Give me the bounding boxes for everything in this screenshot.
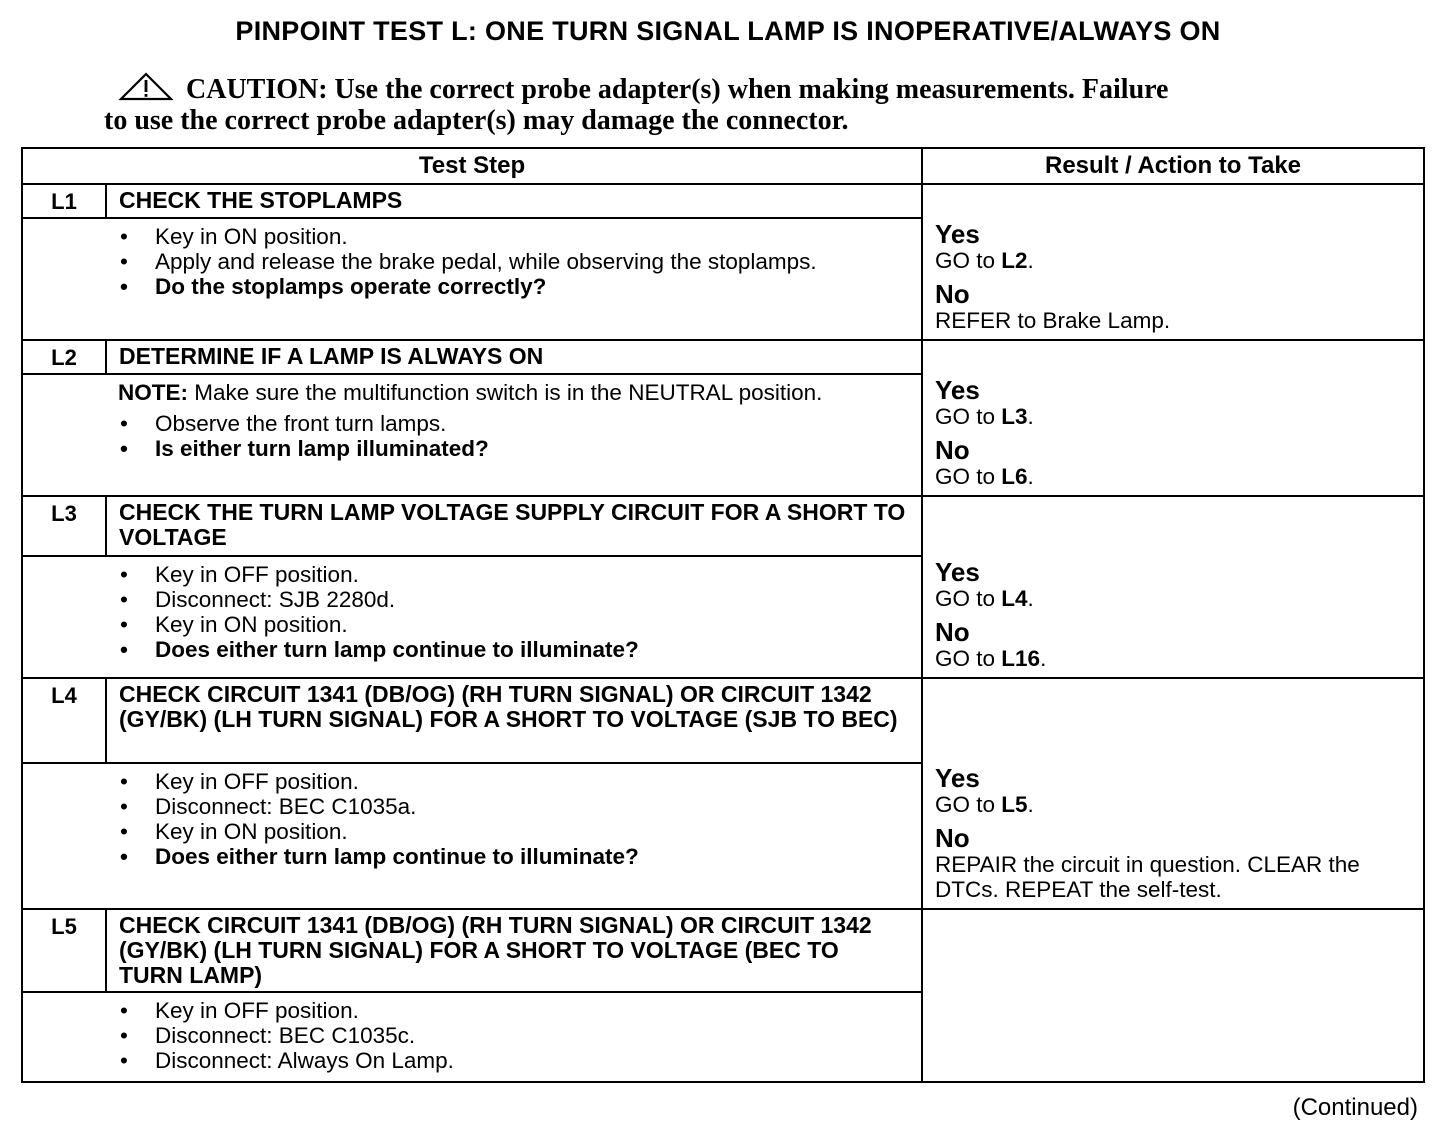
step-heading: CHECK THE STOPLAMPS: [106, 184, 922, 218]
continued-label: (Continued): [1292, 1094, 1418, 1121]
step-result: [922, 340, 1424, 496]
no-action: GO to L16.: [935, 646, 1047, 671]
no-action: REFER to Brake Lamp.: [935, 308, 1171, 333]
step-result: [922, 678, 1424, 909]
step-id: L4: [22, 678, 106, 763]
yes-action: GO to L3.: [935, 404, 1034, 429]
list-item: • Key in OFF position.: [118, 562, 909, 587]
list-item: • Key in OFF position.: [118, 769, 909, 794]
yes-action: GO to L2.: [935, 248, 1034, 273]
list-item: • Key in ON position.: [118, 819, 909, 844]
yes-action: GO to L5.: [935, 792, 1034, 817]
step-question: • Does either turn lamp continue to illuminate?: [118, 637, 909, 662]
yes-action: GO to L4.: [935, 586, 1034, 611]
step-heading: DETERMINE IF A LAMP IS ALWAYS ON: [106, 340, 922, 374]
list-item: • Disconnect: BEC C1035c.: [118, 1023, 909, 1048]
yes-label: Yes: [935, 375, 980, 405]
list-item: • Key in OFF position.: [118, 998, 909, 1023]
no-action: REPAIR the circuit in question. CLEAR the DTCs. REPEAT the self-test.: [935, 852, 1360, 902]
page-title: PINPOINT TEST L: ONE TURN SIGNAL LAMP IS INOPERATIVE/ALWAYS ON: [235, 16, 1221, 46]
step-question: • Is either turn lamp illuminated?: [118, 436, 909, 461]
no-label: No: [935, 279, 970, 309]
list-item: • Disconnect: Always On Lamp.: [118, 1048, 909, 1073]
step-body: [106, 763, 922, 909]
step-body: [106, 992, 922, 1082]
step-body: [106, 218, 922, 340]
step-heading-row: [22, 909, 1424, 992]
yes-label: Yes: [935, 219, 980, 249]
step-id: L3: [22, 496, 106, 556]
caution-line-2: to use the correct probe adapter(s) may damage the connector.: [104, 105, 849, 136]
step-heading: CHECK CIRCUIT 1341 (DB/OG) (RH TURN SIGNAL) OR CIRCUIT 1342 (GY/BK) (LH TURN SIGNAL) FOR A SHORT TO VOLTAGE (BEC TO TURN LAMP): [106, 909, 922, 992]
list-item: • Disconnect: BEC C1035a.: [118, 794, 909, 819]
step-heading-row: [22, 496, 1424, 556]
step-result: [922, 496, 1424, 678]
step-id: L5: [22, 909, 106, 992]
col-test-step: Test Step: [22, 148, 922, 184]
no-label: No: [935, 823, 970, 853]
no-action: GO to L6.: [935, 464, 1034, 489]
step-heading: CHECK THE TURN LAMP VOLTAGE SUPPLY CIRCUIT FOR A SHORT TO VOLTAGE: [106, 496, 922, 556]
list-item: • Apply and release the brake pedal, while observing the stoplamps.: [118, 249, 909, 274]
step-heading-row: [22, 678, 1424, 763]
yes-label: Yes: [935, 763, 980, 793]
step-id: L1: [22, 184, 106, 218]
caution-line-1: CAUTION: Use the correct probe adapter(s) when making measurements. Failure: [186, 74, 1169, 105]
list-item: • Disconnect: SJB 2280d.: [118, 587, 909, 612]
list-item: • Key in ON position.: [118, 612, 909, 637]
step-heading-row: [22, 340, 1424, 374]
step-body: [106, 374, 922, 496]
step-id: L2: [22, 340, 106, 374]
table-header-row: [22, 148, 1424, 184]
caution-note: [104, 74, 1304, 136]
step-question: • Does either turn lamp continue to illuminate?: [118, 844, 909, 869]
step-question: • Do the stoplamps operate correctly?: [118, 274, 909, 299]
step-note: NOTE: Make sure the multifunction switch is in the NEUTRAL position.: [118, 380, 823, 405]
pinpoint-test-table: [21, 147, 1425, 1083]
warning-triangle-icon: [118, 72, 174, 102]
col-result: Result / Action to Take: [922, 148, 1424, 184]
no-label: No: [935, 435, 970, 465]
list-item: • Key in ON position.: [118, 224, 909, 249]
step-result: [922, 184, 1424, 340]
step-result: [922, 909, 1424, 1082]
step-body: [106, 556, 922, 678]
no-label: No: [935, 617, 970, 647]
list-item: • Observe the front turn lamps.: [118, 411, 909, 436]
step-heading: CHECK CIRCUIT 1341 (DB/OG) (RH TURN SIGNAL) OR CIRCUIT 1342 (GY/BK) (LH TURN SIGNAL) FOR A SHORT TO VOLTAGE (SJB TO BEC): [106, 678, 922, 763]
step-heading-row: [22, 184, 1424, 218]
yes-label: Yes: [935, 557, 980, 587]
